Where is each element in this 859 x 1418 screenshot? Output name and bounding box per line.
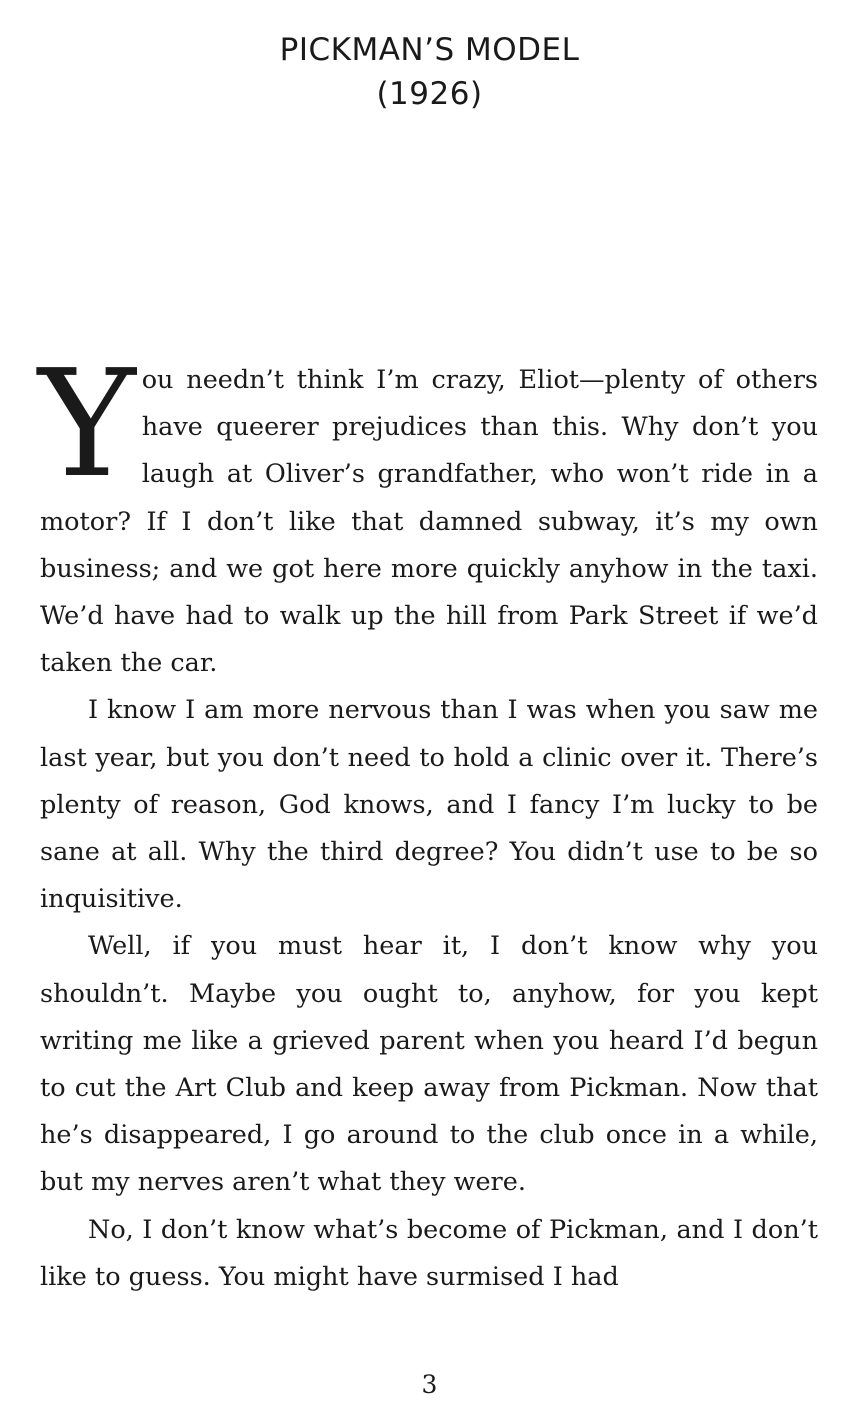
drop-cap: Y [38,338,136,510]
paragraph-3: Well, if you must hear it, I don’t know why you shouldn’t. Maybe you ought to, anyhow, for you kept writing me like a grieved parent when you heard I’d begun to cut the Art Club and keep away from Pickman. Now that he’s disappeared, I go around to the club once in a while, but my nerves aren’t what they were. [40,931,818,1198]
paragraph-1-text: ou needn’t think I’m crazy, Eliot—plenty of others have queerer prejudices than this. Why don’t you laugh at Oliver’s grandfather, who won’t ride in a motor? If I don’t like that damned subway, it’s my own business; and we got here more quickly anyhow in the taxi. We’d have had to walk up the hill from Park Street if we’d taken the car. [40,365,818,679]
paragraph-4: No, I don’t know what’s become of Pickman, and I don’t like to guess. You might have surmised I had [40,1214,818,1292]
chapter-title: PICKMAN’S MODEL [279,32,580,68]
chapter-year: (1926) [376,76,483,112]
paragraph-2: I know I am more nervous than I was when you saw me last year, but you don’t need to hold a clinic over it. There’s plenty of reason, God knows, and I fancy I’m lucky to be sane at all. Why the third degree? You didn’t use to be so inquisitive. [40,695,818,915]
chapter-heading [0,28,859,116]
story-body [38,338,818,1301]
paragraph-1 [38,338,818,687]
page-number: 3 [421,1370,438,1399]
